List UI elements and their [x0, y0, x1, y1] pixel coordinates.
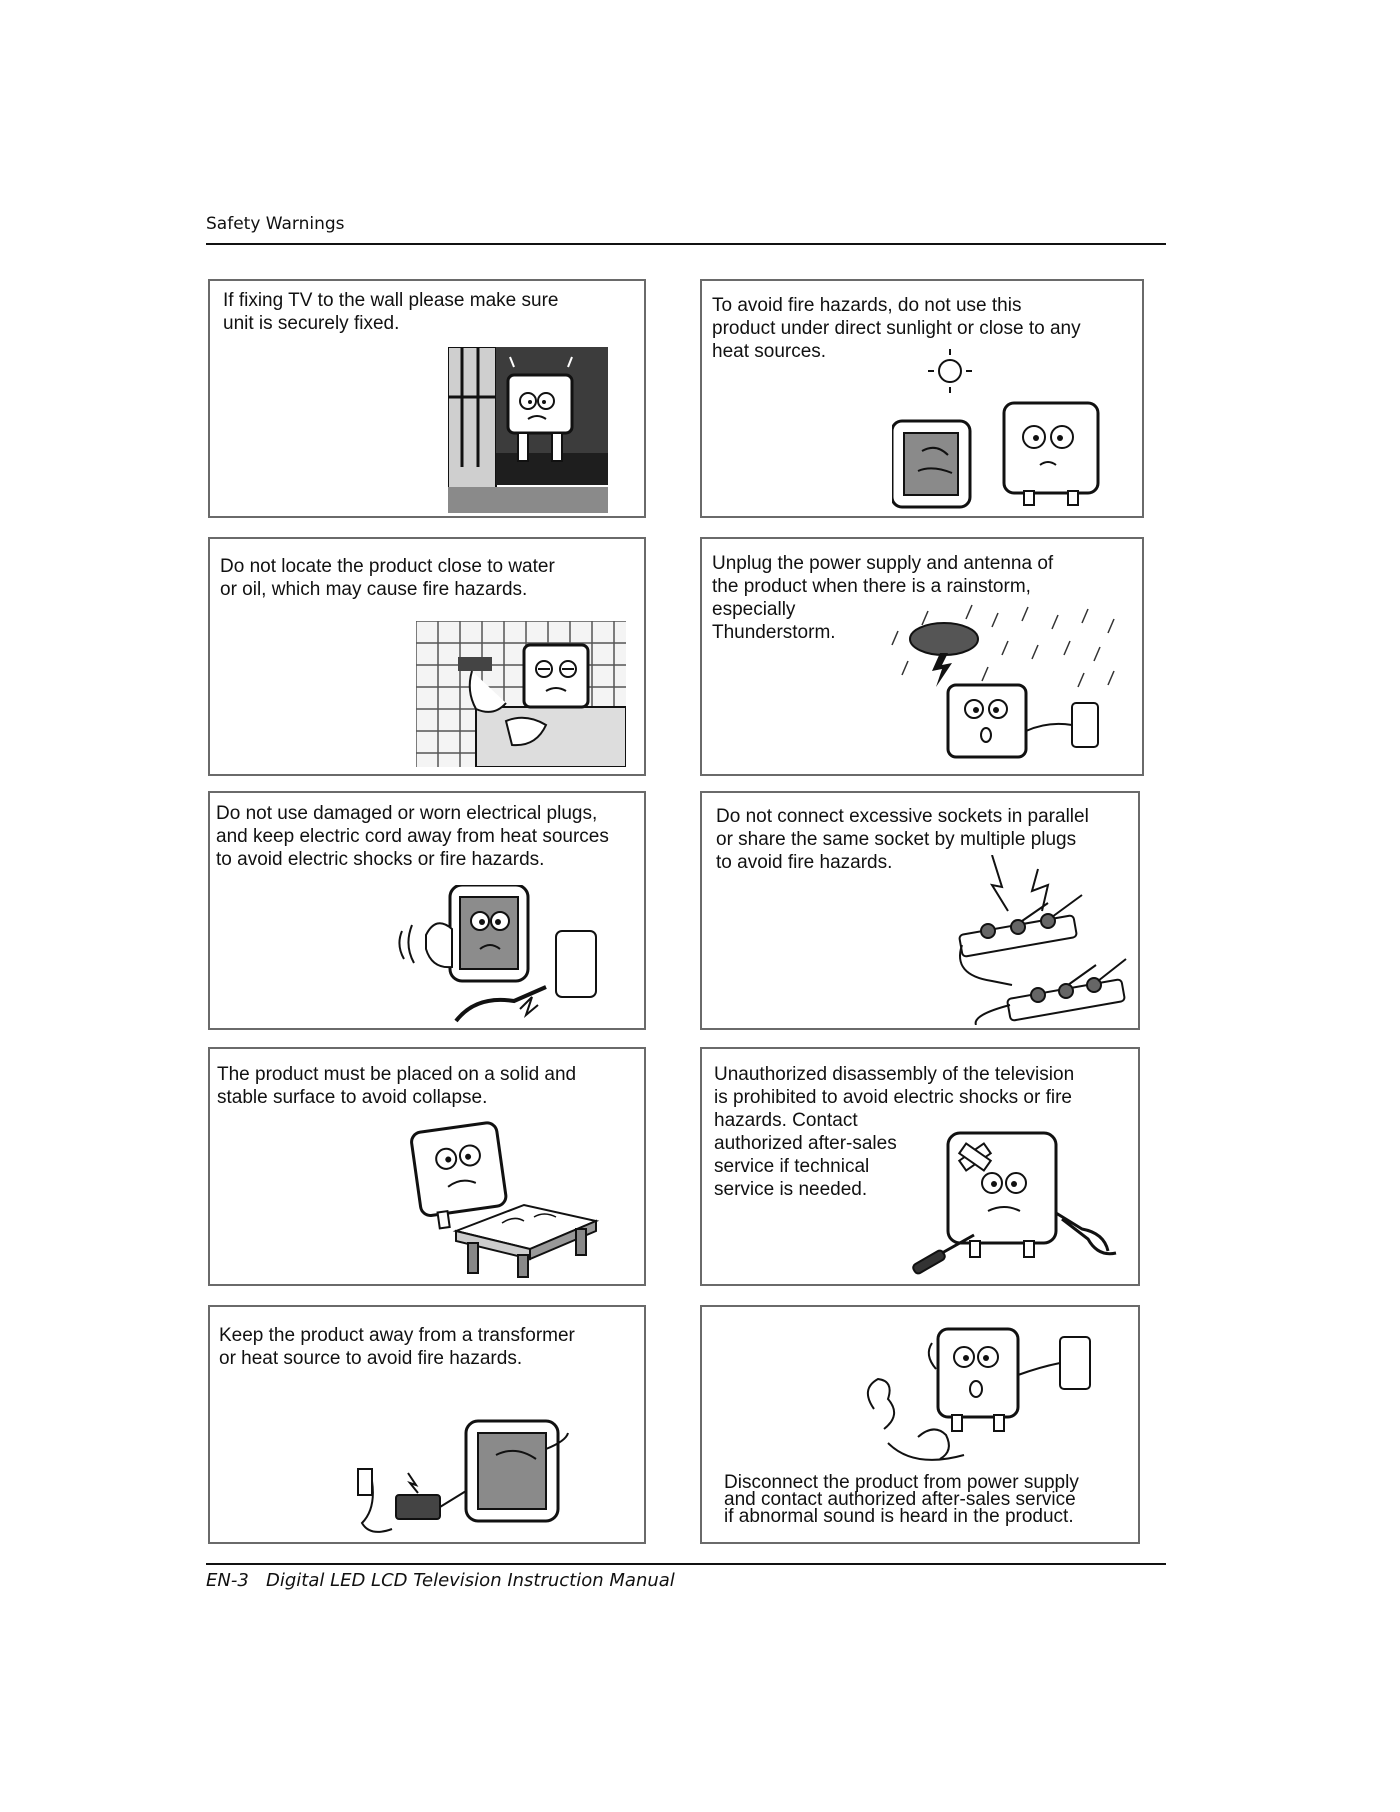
- warning-panel-water-oil: [208, 537, 646, 776]
- footer-manual-title: Digital LED LCD Television Instruction Manual: [265, 1570, 675, 1591]
- warning-text: Do not connect excessive sockets in parallel or share the same socket by multiple plugs to avoid fire hazards.: [716, 806, 1089, 873]
- warning-panel-thunderstorm: [700, 537, 1144, 776]
- abnormal-sound-icon: [854, 1319, 1104, 1469]
- warning-panel-wall-mount: [208, 279, 646, 518]
- tv-wall-mount-icon: [448, 347, 608, 513]
- unstable-table-icon: [410, 1121, 600, 1279]
- warning-text: To avoid fire hazards, do not use this product under direct sunlight or close to any heat sources.: [712, 295, 1081, 362]
- warning-panel-damaged-plugs: [208, 791, 646, 1030]
- thunderstorm-icon: [888, 601, 1128, 769]
- warning-text: Do not locate the product close to water or oil, which may cause fire hazards.: [220, 556, 555, 600]
- warning-panel-abnormal-sound: [700, 1305, 1140, 1544]
- sun-heater-icon: [892, 341, 1122, 509]
- damaged-plug-icon: [396, 885, 616, 1025]
- warning-panel-stable-surface: [208, 1047, 646, 1286]
- warning-text: The product must be placed on a solid and stable surface to avoid collapse.: [217, 1064, 577, 1108]
- header-divider: [206, 243, 1166, 245]
- water-tap-icon: [416, 621, 626, 767]
- page-header-title: Safety Warnings: [206, 214, 345, 234]
- disassembly-tools-icon: [912, 1129, 1122, 1281]
- warning-text: Do not use damaged or worn electrical plugs, and keep electric cord away from heat sources to avoid electric shocks or fire hazards.: [216, 803, 609, 870]
- warning-panel-excessive-sockets: [700, 791, 1140, 1030]
- warning-text: Disconnect the product from power supply and contact authorized after-sales service if abnormal sound is heard in the product.: [724, 1472, 1079, 1527]
- page-footer: [206, 1570, 675, 1591]
- warning-text: Keep the product away from a transformer or heat source to avoid fire hazards.: [219, 1325, 575, 1369]
- warning-text: If fixing TV to the wall please make sure unit is securely fixed.: [223, 290, 559, 334]
- footer-page-number: EN-3: [206, 1570, 249, 1591]
- warning-text: Unplug the power supply and antenna of the product when there is a rainstorm, especially Thunderstorm.: [712, 553, 1054, 643]
- transformer-icon: [356, 1419, 596, 1539]
- warning-panel-disassembly: [700, 1047, 1140, 1286]
- warning-panel-heat-sources: [700, 279, 1144, 518]
- footer-divider: [206, 1563, 1166, 1565]
- power-strip-icon: [952, 855, 1132, 1025]
- warning-text: Unauthorized disassembly of the television is prohibited to avoid electric shocks or fire hazards. Contact authorized after-sales service if technical service is needed.: [714, 1064, 1075, 1200]
- warning-panel-transformer: [208, 1305, 646, 1544]
